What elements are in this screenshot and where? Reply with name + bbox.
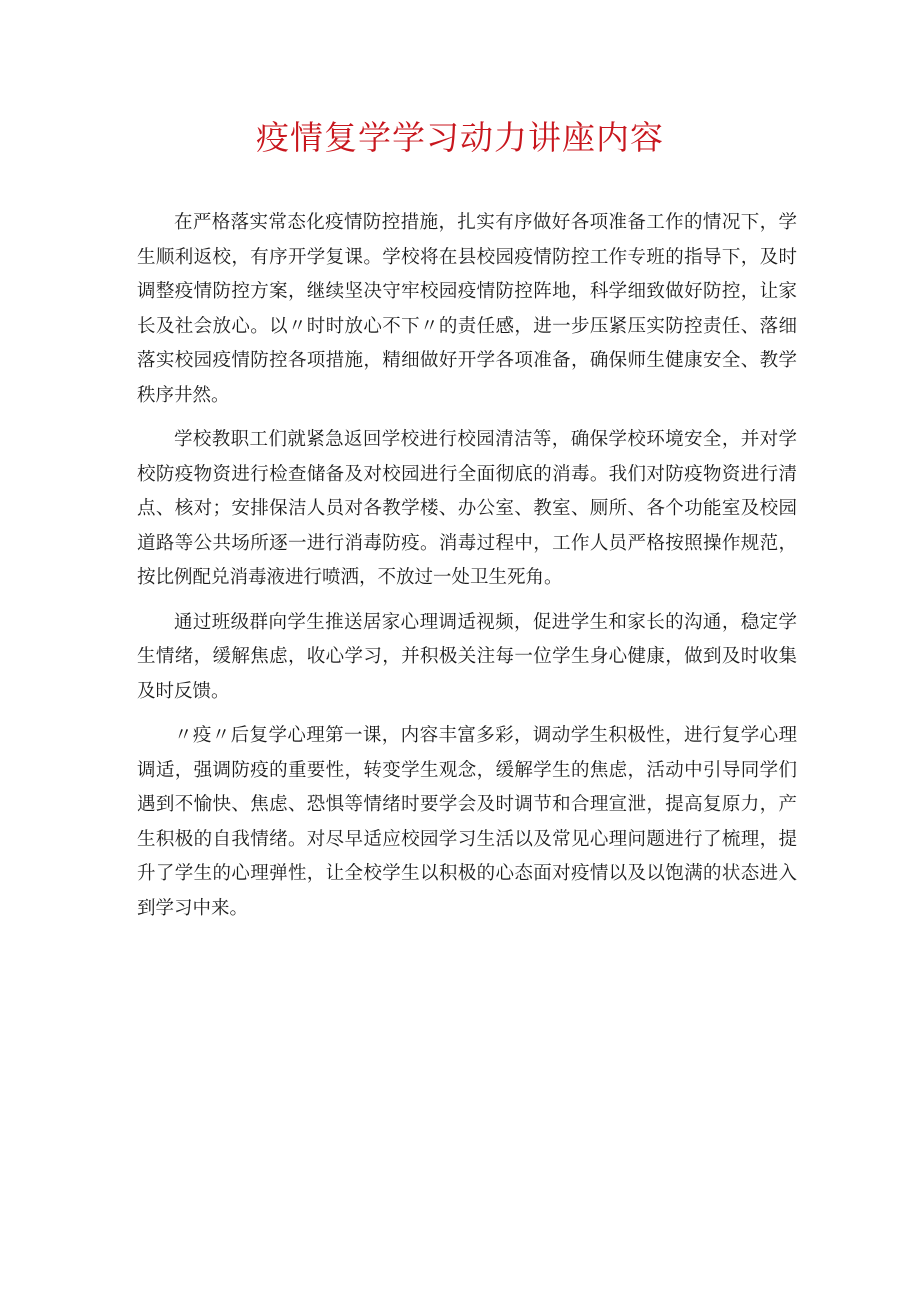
document-body [137,206,797,936]
paragraph-4: 〃疫〃后复学心理第一课，内容丰富多彩，调动学生积极性，进行复学心理调适，强调防疫的重要性，转变学生观念，缓解学生的焦虑，活动中引导同学们遇到不愉快、焦虑、恐惧等情绪时要学会及时调节和合理宣泄，提高复原力，产生积极的自我情绪。对尽早适应校园学习生活以及常见心理问题进行了梳理，提升了学生的心理弹性，让全校学生以积极的心态面对疫情以及以饱满的状态进入到学习中来。 [137,725,797,919]
paragraph-2: 学校教职工们就紧急返回学校进行校园清洁等，确保学校环境安全，并对学校防疫物资进行检查储备及对校园进行全面彻底的消毒。我们对防疫物资进行清点、核对；安排保洁人员对各教学楼、办公室、教室、厕所、各个功能室及校园道路等公共场所逐一进行消毒防疫。消毒过程中，工作人员严格按照操作规范，按比例配兑消毒液进行喷洒，不放过一处卫生死角。 [137,429,797,588]
paragraph-1: 在严格落实常态化疫情防控措施，扎实有序做好各项准备工作的情况下，学生顺利返校，有序开学复课。学校将在县校园疫情防控工作专班的指导下，及时调整疫情防控方案，继续坚决守牢校园疫情防控阵地，科学细致做好防控，让家长及社会放心。以〃时时放心不下〃的责任感，进一步压紧压实防控责任、落细落实校园疫情防控各项措施，精细做好开学各项准备，确保师生健康安全、教学秩序井然。 [137,212,797,406]
document-title: 疫情复学学习动力讲座内容 [256,118,664,157]
paragraph-3: 通过班级群向学生推送居家心理调适视频，促进学生和家长的沟通，稳定学生情绪，缓解焦虑，收心学习，并积极关注每一位学生身心健康，做到及时收集及时反馈。 [137,611,797,702]
